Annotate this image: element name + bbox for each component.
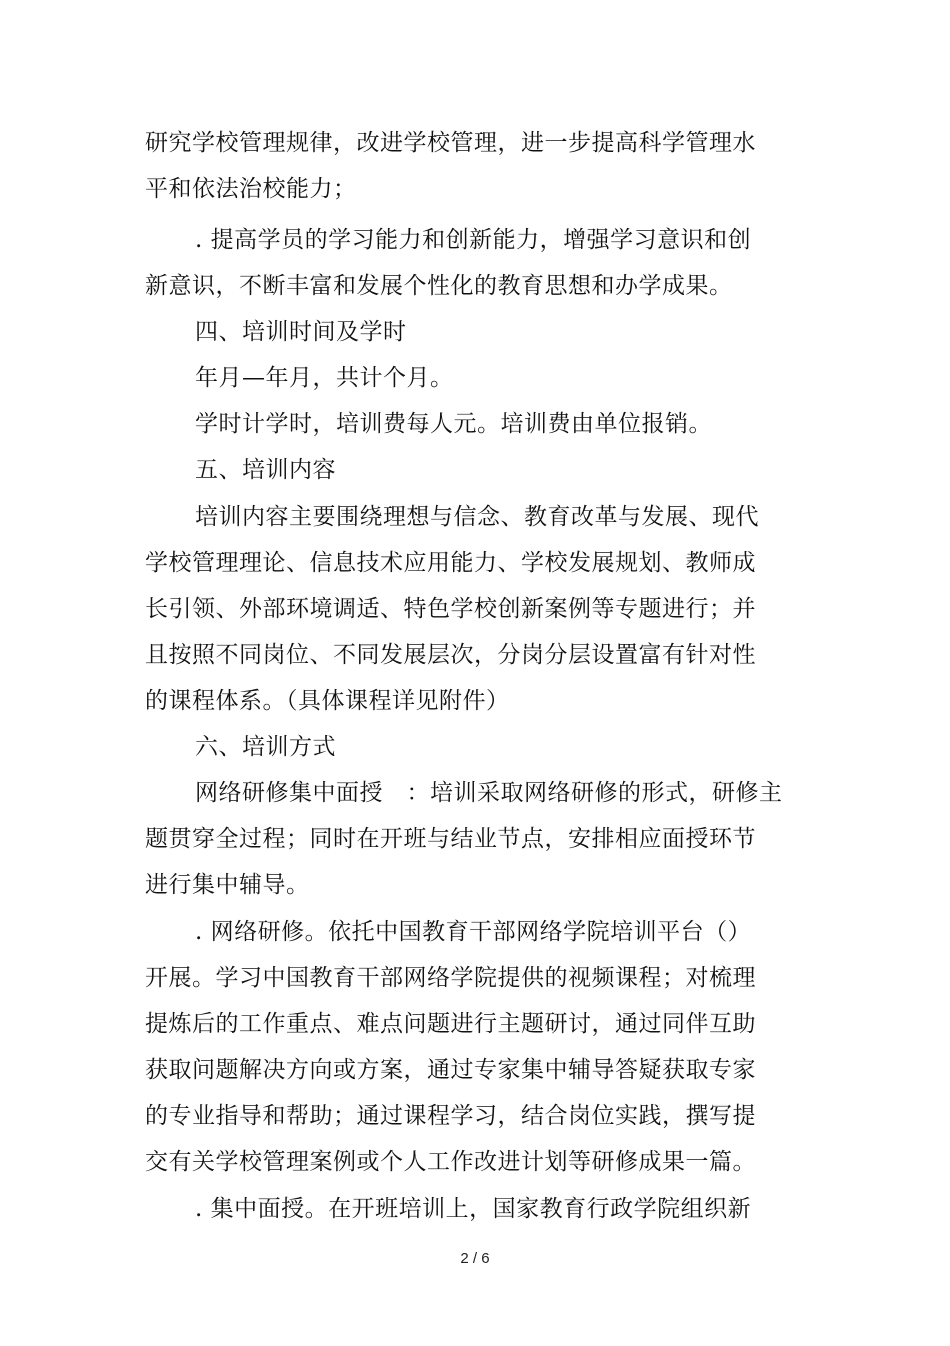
text-line: . 提高学员的学习能力和创新能力，增强学习意识和创 — [195, 227, 752, 253]
text-line: 长引领、外部环境调适、特色学校创新案例等专题进行；并 — [145, 596, 756, 622]
section-heading: 四、培训时间及学时 — [195, 319, 407, 345]
text-line: 学时计学时，培训费每人元。培训费由单位报销。 — [195, 411, 712, 437]
text-line: 获取问题解决方向或方案，通过专家集中辅导答疑获取专家 — [145, 1057, 756, 1083]
text-line: 年月—年月，共计个月。 — [195, 365, 454, 391]
text-line: 题贯穿全过程；同时在开班与结业节点，安排相应面授环节 — [145, 826, 756, 852]
text-line: 且按照不同岗位、不同发展层次，分岗分层设置富有针对性 — [145, 642, 756, 668]
text-line: 开展。学习中国教育干部网络学院提供的视频课程；对梳理 — [145, 965, 756, 991]
text-line: 新意识，不断丰富和发展个性化的教育思想和办学成果。 — [145, 273, 733, 299]
text-line: 网络研修集中面授 ：培训采取网络研修的形式，研修主 — [195, 780, 783, 806]
text-line: . 网络研修。依托中国教育干部网络学院培训平台（） — [195, 919, 752, 945]
text-line: 平和依法治校能力； — [145, 176, 357, 202]
text-line: 的课程体系。（具体课程详见附件） — [145, 688, 510, 714]
section-heading: 五、培训内容 — [195, 457, 336, 483]
text-line: 研究学校管理规律，改进学校管理，进一步提高科学管理水 — [145, 130, 756, 156]
text-line: 进行集中辅导。 — [145, 872, 310, 898]
text-line: . 集中面授。在开班培训上，国家教育行政学院组织新 — [195, 1196, 752, 1222]
text-line: 提炼后的工作重点、难点问题进行主题研讨，通过同伴互助 — [145, 1011, 756, 1037]
text-line: 的专业指导和帮助；通过课程学习，结合岗位实践，撰写提 — [145, 1103, 756, 1129]
section-heading: 六、培训方式 — [195, 734, 336, 760]
text-line: 交有关学校管理案例或个人工作改进计划等研修成果一篇。 — [145, 1149, 756, 1175]
text-line: 培训内容主要围绕理想与信念、教育改革与发展、现代 — [195, 504, 759, 530]
text-line: 学校管理理论、信息技术应用能力、学校发展规划、教师成 — [145, 550, 756, 576]
page-number: 2 / 6 — [460, 1250, 490, 1267]
